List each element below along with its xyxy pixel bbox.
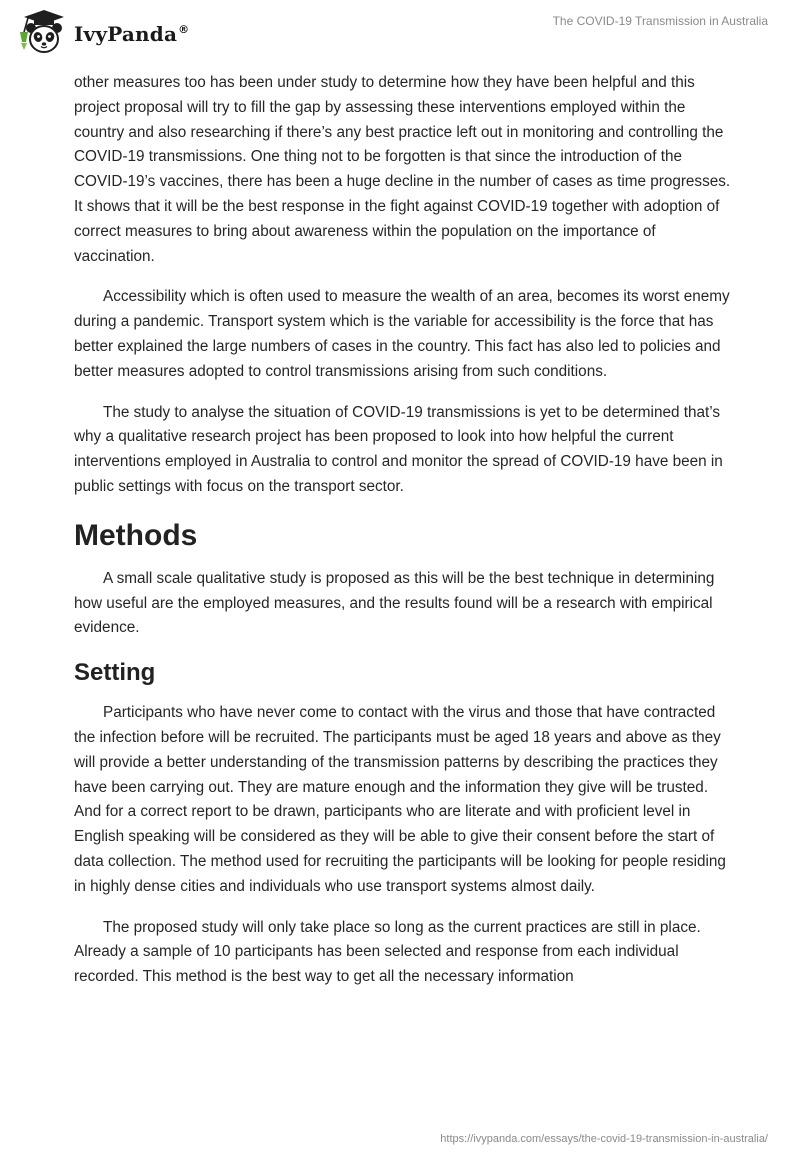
- paragraph: A small scale qualitative study is proposed as this will be the best technique in determining how useful are the employed measures, and the results found will be a research with empirical evidence.: [74, 569, 715, 637]
- page-header: [0, 0, 800, 64]
- source-url[interactable]: https://ivypanda.com/essays/the-covid-19-transmission-in-australia/: [440, 1133, 768, 1145]
- paragraph: other measures too has been under study to determine how they have been helpful and this project proposal will try to fill the gap by assessing these interventions employed within the country and also researching if there’s any best practice left out in monitoring and controlling the COVID-19 transmissions. One thing not to be forgotten is that since the introduction of the COVID-19’s vaccines, there has been a huge decline in the number of cases as time progresses. It shows that it will be the best response in the fight against COVID-19 together with adoption of correct measures to bring about awareness within the population on the importance of vaccination.: [74, 74, 731, 265]
- document-title: The COVID-19 Transmission in Australia: [552, 14, 768, 28]
- setting-heading: Setting: [74, 659, 156, 687]
- essay-body: [74, 71, 734, 1006]
- panda-graduate-icon: [14, 8, 70, 56]
- brand-logo[interactable]: [14, 8, 189, 56]
- registered-mark: ®: [178, 23, 190, 37]
- methods-heading: Methods: [74, 518, 198, 552]
- paragraph: The proposed study will only take place so long as the current practices are still in place. Already a sample of 10 participants has been selected and response from each individual recorded. This method is the best way to get all the necessary information: [74, 918, 701, 986]
- brand-name: IvyPanda®: [74, 22, 190, 46]
- paragraph: Accessibility which is often used to measure the wealth of an area, becomes its worst enemy during a pandemic. Transport system which is the variable for accessibility is the force that has better explained the large numbers of cases in the country. This fact has also led to policies and better measures adopted to control transmissions arising from such conditions.: [74, 288, 730, 380]
- paragraph: The study to analyse the situation of COVID-19 transmissions is yet to be determined that’s why a qualitative research project has been proposed to look into how helpful the current interventions employed in Australia to control and monitor the spread of COVID-19 have been in public settings with focus on the transport sector.: [74, 403, 723, 495]
- paragraph: Participants who have never come to contact with the virus and those that have contracted the infection before will be recruited. The participants must be aged 18 years and above as they will provide a better understanding of the transmission patterns by describing the practices they have been carrying out. They are mature enough and the information they give will be trusted. And for a correct report to be drawn, participants who are literate and with proficient level in English speaking will be considered as they will be able to give their consent before the start of data collection. The method used for recruiting the participants will be looking for people residing in highly dense cities and individuals who use transport systems almost daily.: [74, 704, 726, 895]
